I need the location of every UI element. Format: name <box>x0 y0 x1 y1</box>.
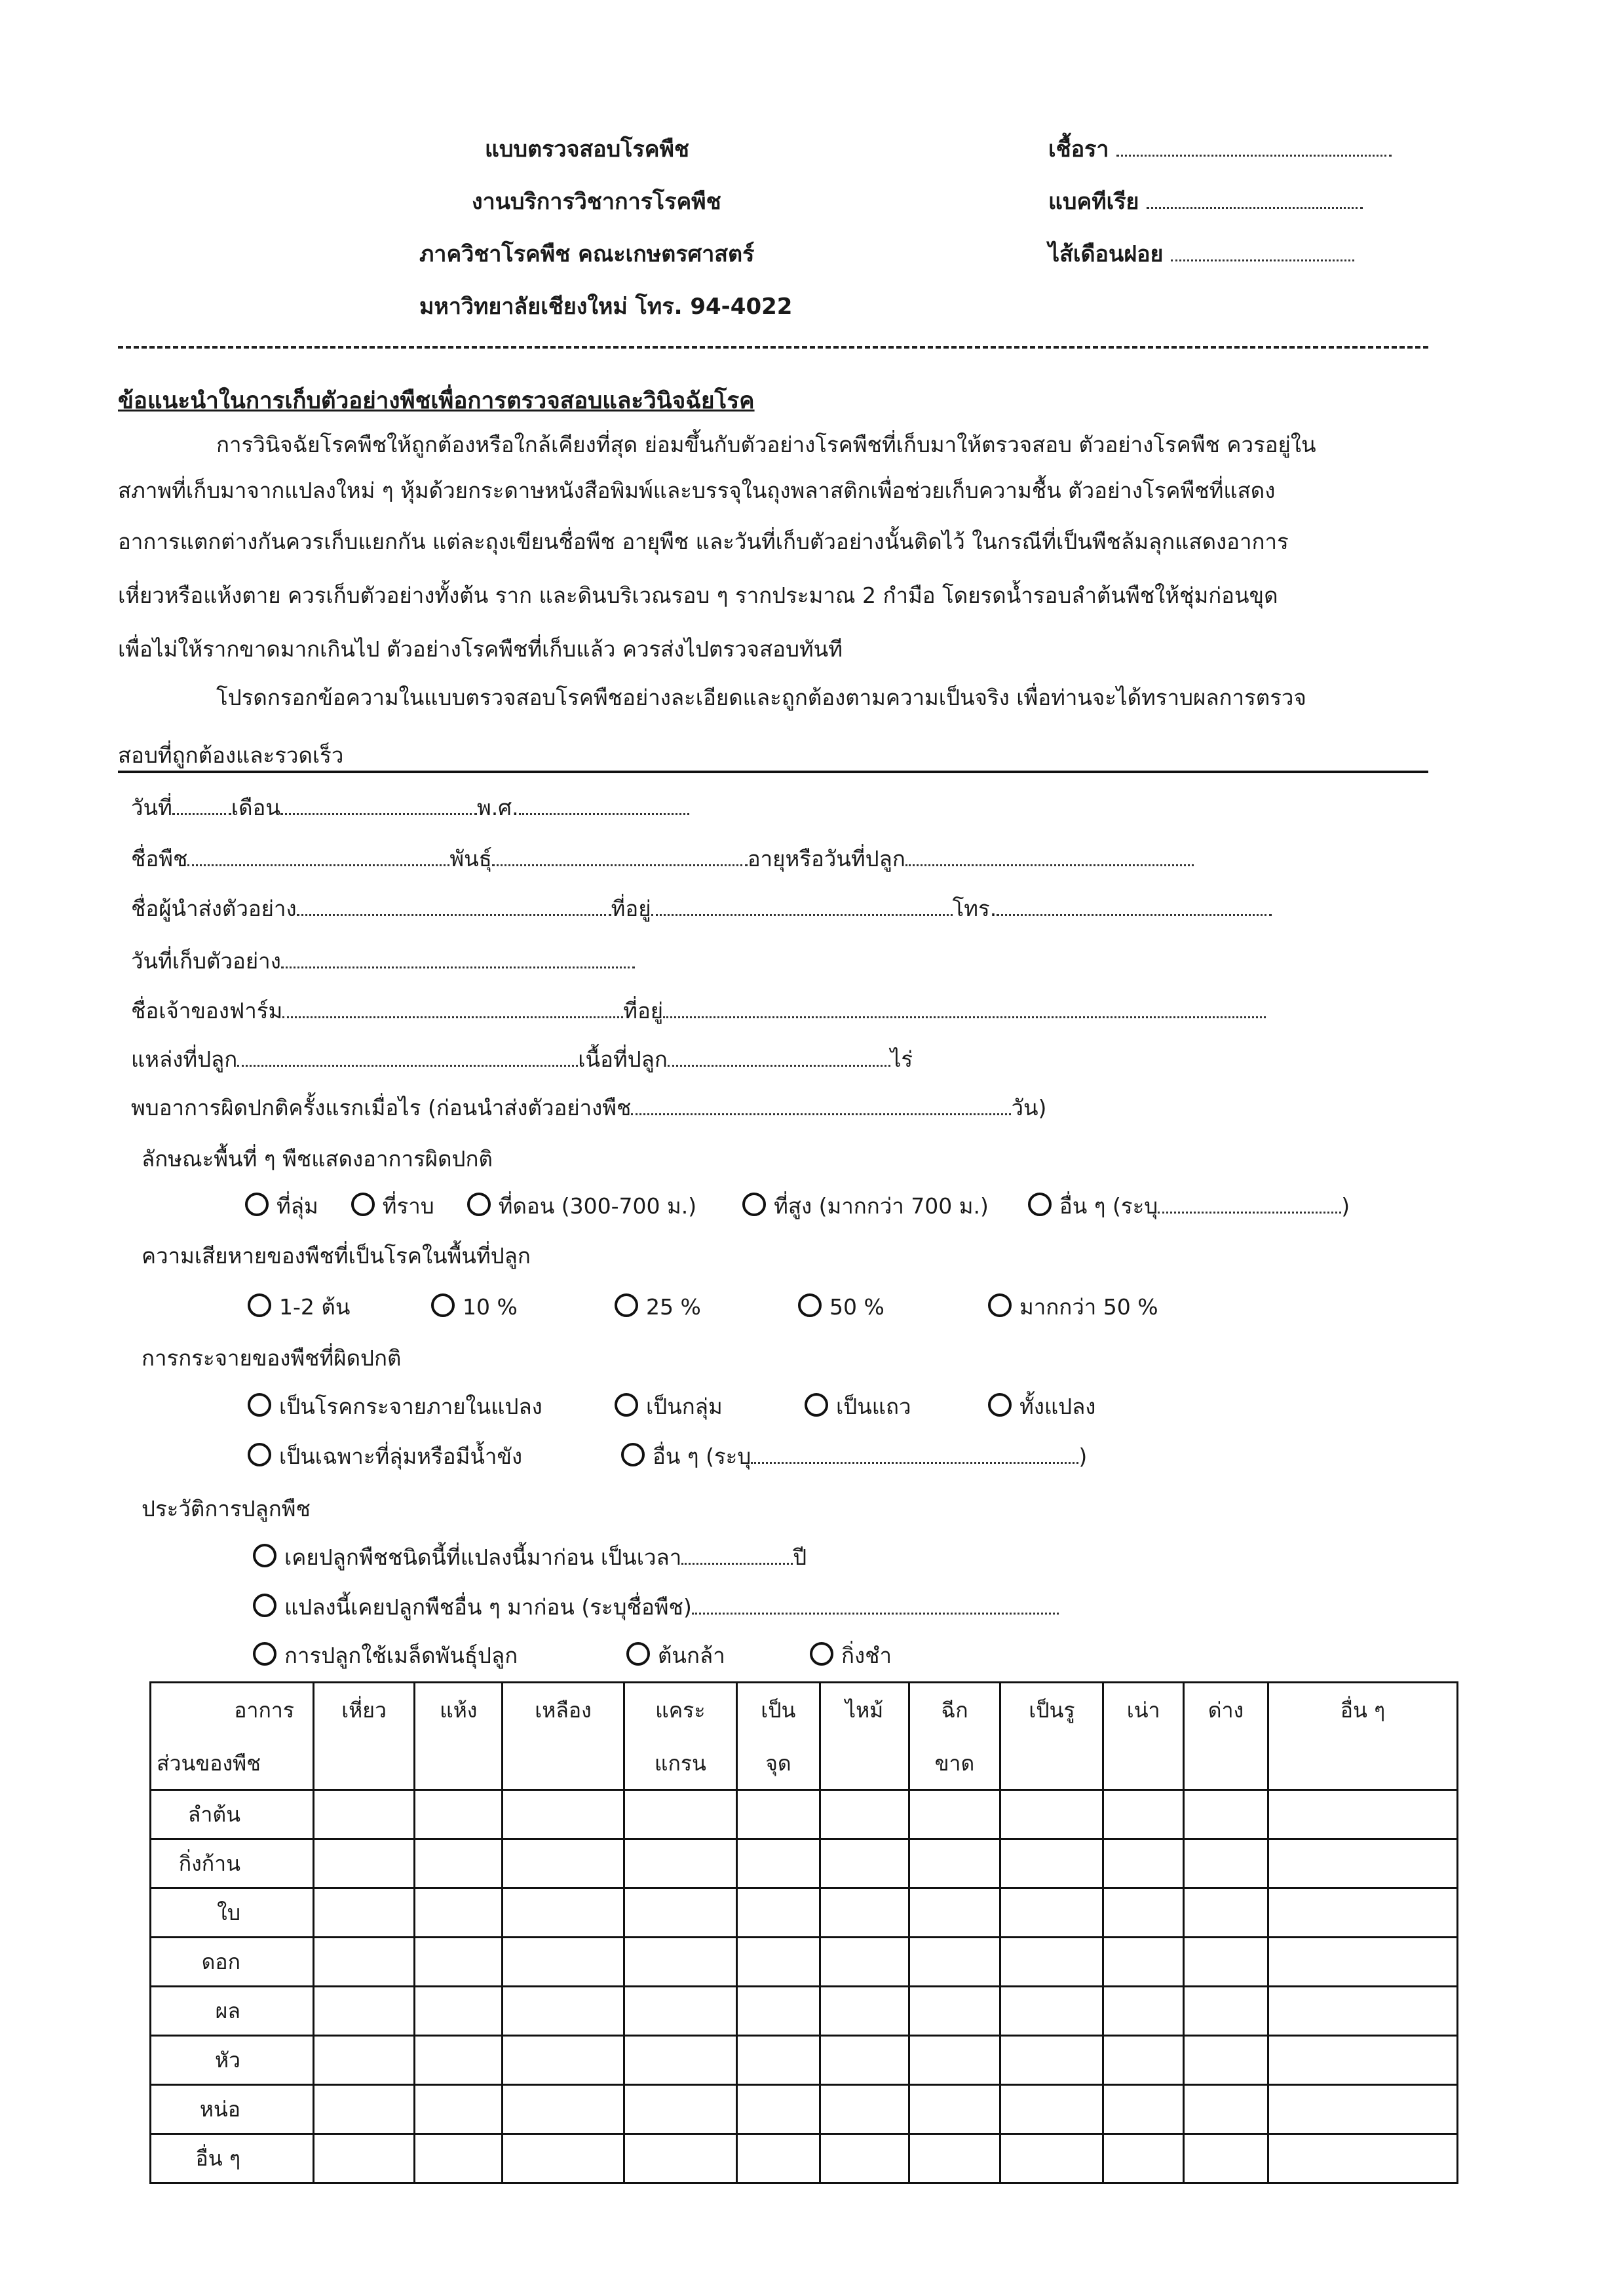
radio-icon[interactable] <box>798 1293 822 1317</box>
table-cell[interactable] <box>1268 2085 1458 2134</box>
form-title: แบบตรวจสอบโรคพืช <box>485 136 689 163</box>
column-header: ด่าง <box>1183 1683 1268 1790</box>
table-cell[interactable] <box>1183 2085 1268 2134</box>
table-cell[interactable] <box>909 1888 1000 1938</box>
table-cell[interactable] <box>1183 2036 1268 2085</box>
table-cell[interactable] <box>909 1938 1000 1987</box>
table-cell[interactable] <box>415 2134 503 2183</box>
column-header: ไหม้ <box>820 1683 909 1790</box>
table-cell[interactable] <box>1103 2134 1184 2183</box>
table-cell[interactable] <box>909 2036 1000 2085</box>
area-option-upland[interactable]: ที่ดอน (300-700 ม.) <box>467 1189 696 1223</box>
loss-option[interactable]: 10 % <box>431 1293 615 1320</box>
plant-field-row[interactable] <box>131 841 1194 876</box>
table-cell[interactable] <box>1103 1839 1184 1888</box>
table-cell[interactable] <box>314 2036 415 2085</box>
table-cell[interactable] <box>624 2036 736 2085</box>
table-row <box>151 1938 1458 1987</box>
table-cell[interactable] <box>314 1938 415 1987</box>
radio-icon[interactable] <box>626 1642 650 1666</box>
collect-date-field-row[interactable] <box>131 944 635 978</box>
sender-phone-label: โทร. <box>952 896 997 921</box>
table-cell[interactable] <box>1268 2036 1458 2085</box>
table-cell[interactable] <box>415 1839 503 1888</box>
table-cell[interactable] <box>737 1839 820 1888</box>
sender-name-label: ชื่อผู้นำส่งตัวอย่าง <box>131 896 297 921</box>
radio-icon[interactable] <box>621 1443 645 1466</box>
table-cell[interactable] <box>1268 1790 1458 1839</box>
table-row <box>151 1987 1458 2036</box>
table-cell[interactable] <box>624 2085 736 2134</box>
table-cell[interactable] <box>503 1938 624 1987</box>
table-row <box>151 1888 1458 1938</box>
advice-line: การวินิจฉัยโรคพืชให้ถูกต้องหรือใกล้เคียงที่สุด ย่อมขึ้นกับตัวอย่างโรคพืชที่เก็บมาให้ตรวจสอบ ตัวอย่างโรคพืช ควรอยู่ใน <box>216 432 1316 457</box>
radio-icon[interactable] <box>253 1594 276 1617</box>
table-cell[interactable] <box>503 2134 624 2183</box>
university-phone: มหาวิทยาลัยเชียงใหม่ โทร. 94-4022 <box>419 294 793 320</box>
owner-field-row[interactable] <box>131 993 1266 1028</box>
advice-line: อาการแตกต่างกันควรเก็บแยกกัน แต่ละถุงเขียนชื่อพืช อายุพืช และวันที่เก็บตัวอย่างนั้นติดไว้ ในกรณีที่เป็นพืชล้มลุกแสดงอาการ <box>118 529 1289 554</box>
table-cell[interactable] <box>909 2085 1000 2134</box>
advice-line: สอบที่ถูกต้องและรวดเร็ว <box>118 742 344 768</box>
row-label: ดอก <box>151 1938 314 1987</box>
table-cell[interactable] <box>624 2134 736 2183</box>
radio-icon[interactable] <box>988 1393 1012 1417</box>
table-cell[interactable] <box>415 1888 503 1938</box>
table-row <box>151 1790 1458 1839</box>
loss-option[interactable]: 25 % <box>615 1293 798 1320</box>
table-cell[interactable] <box>503 2036 624 2085</box>
table-cell[interactable] <box>1268 1938 1458 1987</box>
spread-options-row2 <box>248 1439 1087 1474</box>
date-field-row[interactable] <box>131 790 689 825</box>
table-cell[interactable] <box>415 1938 503 1987</box>
service-name: งานบริการวิชาการโรคพืช <box>472 189 721 215</box>
table-cell[interactable] <box>820 2085 909 2134</box>
first-seen-field-row[interactable] <box>131 1090 1046 1125</box>
nematode-label: ไส้เดือนฝอย <box>1048 241 1164 267</box>
table-cell[interactable] <box>1268 1888 1458 1938</box>
row-label: อื่น ๆ <box>151 2134 314 2183</box>
table-cell[interactable] <box>820 1888 909 1938</box>
table-cell[interactable] <box>1268 2134 1458 2183</box>
column-header: เหลือง <box>503 1683 624 1790</box>
table-cell[interactable] <box>624 1790 736 1839</box>
table-cell[interactable] <box>314 1790 415 1839</box>
table-cell[interactable] <box>1103 1938 1184 1987</box>
radio-icon[interactable] <box>248 1443 271 1466</box>
spread-option[interactable]: เป็นแถว <box>805 1389 988 1424</box>
day-label: วันที่ <box>131 795 172 820</box>
row-label: กิ่งก้าน <box>151 1839 314 1888</box>
radio-icon[interactable] <box>810 1642 833 1666</box>
advice-line: เพื่อไม่ให้รากขาดมากเกินไป ตัวอย่างโรคพืชที่เก็บแล้ว ควรส่งไปตรวจสอบทันที <box>118 636 843 662</box>
loss-option[interactable]: 50 % <box>798 1293 988 1320</box>
table-cell[interactable] <box>1000 1938 1103 1987</box>
spread-option[interactable]: ทั้งแปลง <box>988 1389 1095 1424</box>
radio-icon[interactable] <box>742 1193 766 1216</box>
table-cell[interactable] <box>415 1790 503 1839</box>
radio-icon[interactable] <box>615 1393 638 1417</box>
table-cell[interactable] <box>1000 2085 1103 2134</box>
table-cell[interactable] <box>737 2036 820 2085</box>
radio-icon[interactable] <box>253 1642 276 1666</box>
table-cell[interactable] <box>1000 1987 1103 2036</box>
column-header: แห้ง <box>415 1683 503 1790</box>
table-cell[interactable] <box>314 2085 415 2134</box>
table-cell[interactable] <box>503 2085 624 2134</box>
table-cell[interactable] <box>624 1888 736 1938</box>
bacteria-label: แบคทีเรีย <box>1048 189 1139 215</box>
table-cell[interactable] <box>737 1790 820 1839</box>
table-cell[interactable] <box>909 1790 1000 1839</box>
corner-part-label: ส่วนของพืช <box>157 1751 261 1776</box>
table-cell[interactable] <box>1268 1839 1458 1888</box>
table-cell[interactable] <box>624 1987 736 2036</box>
table-row <box>151 1839 1458 1888</box>
table-corner-cell <box>151 1683 314 1790</box>
table-cell[interactable] <box>503 1987 624 2036</box>
owner-address-label: ที่อยู่ <box>623 998 664 1024</box>
plant-name-label: ชื่อพืช <box>131 846 188 871</box>
table-cell[interactable] <box>314 1987 415 2036</box>
table-header-row <box>151 1683 1458 1790</box>
table-cell[interactable] <box>1103 2036 1184 2085</box>
table-cell[interactable] <box>737 1987 820 2036</box>
table-cell[interactable] <box>503 1790 624 1839</box>
planting-option[interactable]: การปลูกใช้เมล็ดพันธุ์ปลูก <box>253 1638 626 1673</box>
table-cell[interactable] <box>1000 1839 1103 1888</box>
column-header: เป็นรู <box>1000 1683 1103 1790</box>
table-cell[interactable] <box>1103 2085 1184 2134</box>
variety-label: พันธุ์ <box>449 846 492 871</box>
spread-option[interactable]: เป็นเฉพาะที่ลุ่มหรือมีน้ำขัง <box>248 1439 621 1474</box>
history-option[interactable]: เคยปลูกพืชชนิดนี้ที่แปลงนี้มาก่อน เป็นเวลา ปี <box>253 1540 807 1575</box>
spread-option[interactable]: เป็นกลุ่ม <box>615 1389 805 1424</box>
table-cell[interactable] <box>820 1790 909 1839</box>
advice-line: โปรดกรอกข้อความในแบบตรวจสอบโรคพืชอย่างละเอียดและถูกต้องตามความเป็นจริง เพื่อท่านจะได้ทราบผลการตรวจ <box>216 685 1306 710</box>
first-seen-label: พบอาการผิดปกติครั้งแรกเมื่อไร (ก่อนนำส่งตัวอย่างพืช <box>131 1095 632 1120</box>
table-cell[interactable] <box>503 1888 624 1938</box>
table-cell[interactable] <box>314 2134 415 2183</box>
area-option-highland[interactable]: ที่สูง (มากกว่า 700 ม.) <box>742 1189 989 1223</box>
table-row <box>151 2134 1458 2183</box>
spread-option-other[interactable]: อื่น ๆ (ระบุ ) <box>621 1439 1087 1474</box>
fungus-label: เชื้อรา <box>1048 136 1109 163</box>
history-question: ประวัติการปลูกพืช <box>142 1496 311 1521</box>
column-header: เหี่ยว <box>314 1683 415 1790</box>
corner-symptom-label: อาการ <box>234 1698 294 1723</box>
column-header: อื่น ๆ <box>1268 1683 1458 1790</box>
table-cell[interactable] <box>737 1938 820 1987</box>
column-header: ฉีก ขาด <box>909 1683 1000 1790</box>
advice-line: เหี่ยวหรือแห้งตาย ควรเก็บตัวอย่างทั้งต้น ราก และดินบริเวณรอบ ๆ รากประมาณ 2 กำมือ โดยรดน้ำรอบลำต้นพืชให้ชุ่มก่อนขุด <box>118 583 1278 608</box>
loss-options <box>248 1290 1158 1324</box>
nematode-field[interactable] <box>1048 236 1354 271</box>
radio-icon[interactable] <box>988 1293 1012 1317</box>
spread-option[interactable]: เป็นโรคกระจายภายในแปลง <box>248 1389 615 1424</box>
table-cell[interactable] <box>820 2036 909 2085</box>
table-cell[interactable] <box>1103 1790 1184 1839</box>
advice-line: สภาพที่เก็บมาจากแปลงใหม่ ๆ หุ้มด้วยกระดาษหนังสือพิมพ์และบรรจุในถุงพลาสติกเพื่อช่วยเก็บความชื้น ตัวอย่างโรคพืชที่แสดง <box>118 478 1276 503</box>
area-option-plain[interactable]: ที่ราบ <box>351 1189 434 1223</box>
table-cell[interactable] <box>909 1987 1000 2036</box>
area-options <box>245 1189 1350 1223</box>
column-header: เน่า <box>1103 1683 1184 1790</box>
table-cell[interactable] <box>1183 1839 1268 1888</box>
table-cell[interactable] <box>314 1839 415 1888</box>
spread-options-row1 <box>248 1389 1095 1424</box>
table-cell[interactable] <box>1103 1987 1184 2036</box>
area-size-label: เนื้อที่ปลูก <box>578 1046 668 1072</box>
planting-option[interactable]: ต้นกล้า <box>626 1638 810 1673</box>
table-cell[interactable] <box>737 2085 820 2134</box>
table-cell[interactable] <box>1000 2134 1103 2183</box>
sender-field-row[interactable] <box>131 891 1272 926</box>
table-cell[interactable] <box>415 2085 503 2134</box>
history-planting-options <box>253 1638 892 1673</box>
table-cell[interactable] <box>909 2134 1000 2183</box>
advice-heading: ข้อแนะนำในการเก็บตัวอย่างพืชเพื่อการตรวจสอบและวินิจฉัยโรค <box>118 388 755 414</box>
radio-icon[interactable] <box>467 1193 491 1216</box>
table-cell[interactable] <box>1183 1938 1268 1987</box>
radio-icon[interactable] <box>1028 1193 1052 1216</box>
table-cell[interactable] <box>415 1987 503 2036</box>
header-divider <box>118 346 1428 349</box>
column-header: แคระ แกรน <box>624 1683 736 1790</box>
source-field-row[interactable] <box>131 1042 913 1077</box>
area-option-lowland[interactable]: ที่ลุ่ม <box>245 1189 318 1223</box>
spread-question: การกระจายของพืชที่ผิดปกติ <box>142 1345 402 1371</box>
loss-question: ความเสียหายของพืชที่เป็นโรคในพื้นที่ปลูก <box>142 1243 531 1269</box>
collect-date-label: วันที่เก็บตัวอย่าง <box>131 948 281 974</box>
table-cell[interactable] <box>1000 1790 1103 1839</box>
radio-icon[interactable] <box>248 1293 271 1317</box>
radio-icon[interactable] <box>248 1393 271 1417</box>
table-cell[interactable] <box>737 2134 820 2183</box>
department-name: ภาควิชาโรคพืช คณะเกษตรศาสตร์ <box>419 241 755 267</box>
area-question: ลักษณะพื้นที่ ๆ พืชแสดงอาการผิดปกติ <box>142 1146 493 1172</box>
table-cell[interactable] <box>820 1987 909 2036</box>
radio-icon[interactable] <box>805 1393 828 1417</box>
area-option-other[interactable]: อื่น ๆ (ระบุ ) <box>1028 1189 1350 1223</box>
loss-option[interactable]: 1-2 ต้น <box>248 1290 431 1324</box>
planting-option[interactable]: กิ่งชำ <box>810 1638 892 1673</box>
table-cell[interactable] <box>1000 1888 1103 1938</box>
table-cell[interactable] <box>1268 1987 1458 2036</box>
table-cell[interactable] <box>820 2134 909 2183</box>
month-label: เดือน <box>231 795 280 820</box>
table-cell[interactable] <box>1103 1888 1184 1938</box>
radio-icon[interactable] <box>615 1293 638 1317</box>
table-cell[interactable] <box>503 1839 624 1888</box>
table-cell[interactable] <box>737 1888 820 1938</box>
row-label: ลำต้น <box>151 1790 314 1839</box>
radio-icon[interactable] <box>253 1544 276 1567</box>
owner-name-label: ชื่อเจ้าของฟาร์ม <box>131 998 283 1024</box>
table-cell[interactable] <box>820 1938 909 1987</box>
row-label: หน่อ <box>151 2085 314 2134</box>
table-cell[interactable] <box>1183 1790 1268 1839</box>
table-row <box>151 2085 1458 2134</box>
table-cell[interactable] <box>909 1839 1000 1888</box>
table-cell[interactable] <box>820 1839 909 1888</box>
bacteria-field[interactable] <box>1048 183 1363 219</box>
table-cell[interactable] <box>624 1839 736 1888</box>
table-cell[interactable] <box>1183 1987 1268 2036</box>
year-label: พ.ศ. <box>476 795 519 820</box>
symptom-table <box>149 1681 1458 2184</box>
table-cell[interactable] <box>314 1888 415 1938</box>
history-option[interactable]: แปลงนี้เคยปลูกพืชอื่น ๆ มาก่อน (ระบุชื่อพืช) <box>253 1590 1059 1624</box>
sender-address-label: ที่อยู่ <box>611 896 651 921</box>
radio-icon[interactable] <box>351 1193 375 1216</box>
table-row <box>151 2036 1458 2085</box>
loss-option[interactable]: มากกว่า 50 % <box>988 1290 1158 1324</box>
source-label: แหล่งที่ปลูก <box>131 1046 238 1072</box>
row-label: หัว <box>151 2036 314 2085</box>
row-label: ผล <box>151 1987 314 2036</box>
table-cell[interactable] <box>624 1938 736 1987</box>
rai-unit-label: ไร่ <box>890 1046 913 1072</box>
plant-age-label: อายุหรือวันที่ปลูก <box>747 846 905 871</box>
table-cell[interactable] <box>415 2036 503 2085</box>
advice-divider <box>118 771 1428 773</box>
radio-icon[interactable] <box>245 1193 269 1216</box>
radio-icon[interactable] <box>431 1293 455 1317</box>
column-header: เป็น จุด <box>737 1683 820 1790</box>
row-label: ใบ <box>151 1888 314 1938</box>
table-cell[interactable] <box>1183 1888 1268 1938</box>
fungus-field[interactable] <box>1048 131 1392 166</box>
table-cell[interactable] <box>1183 2134 1268 2183</box>
days-unit-label: วัน) <box>1011 1095 1047 1120</box>
table-cell[interactable] <box>1000 2036 1103 2085</box>
